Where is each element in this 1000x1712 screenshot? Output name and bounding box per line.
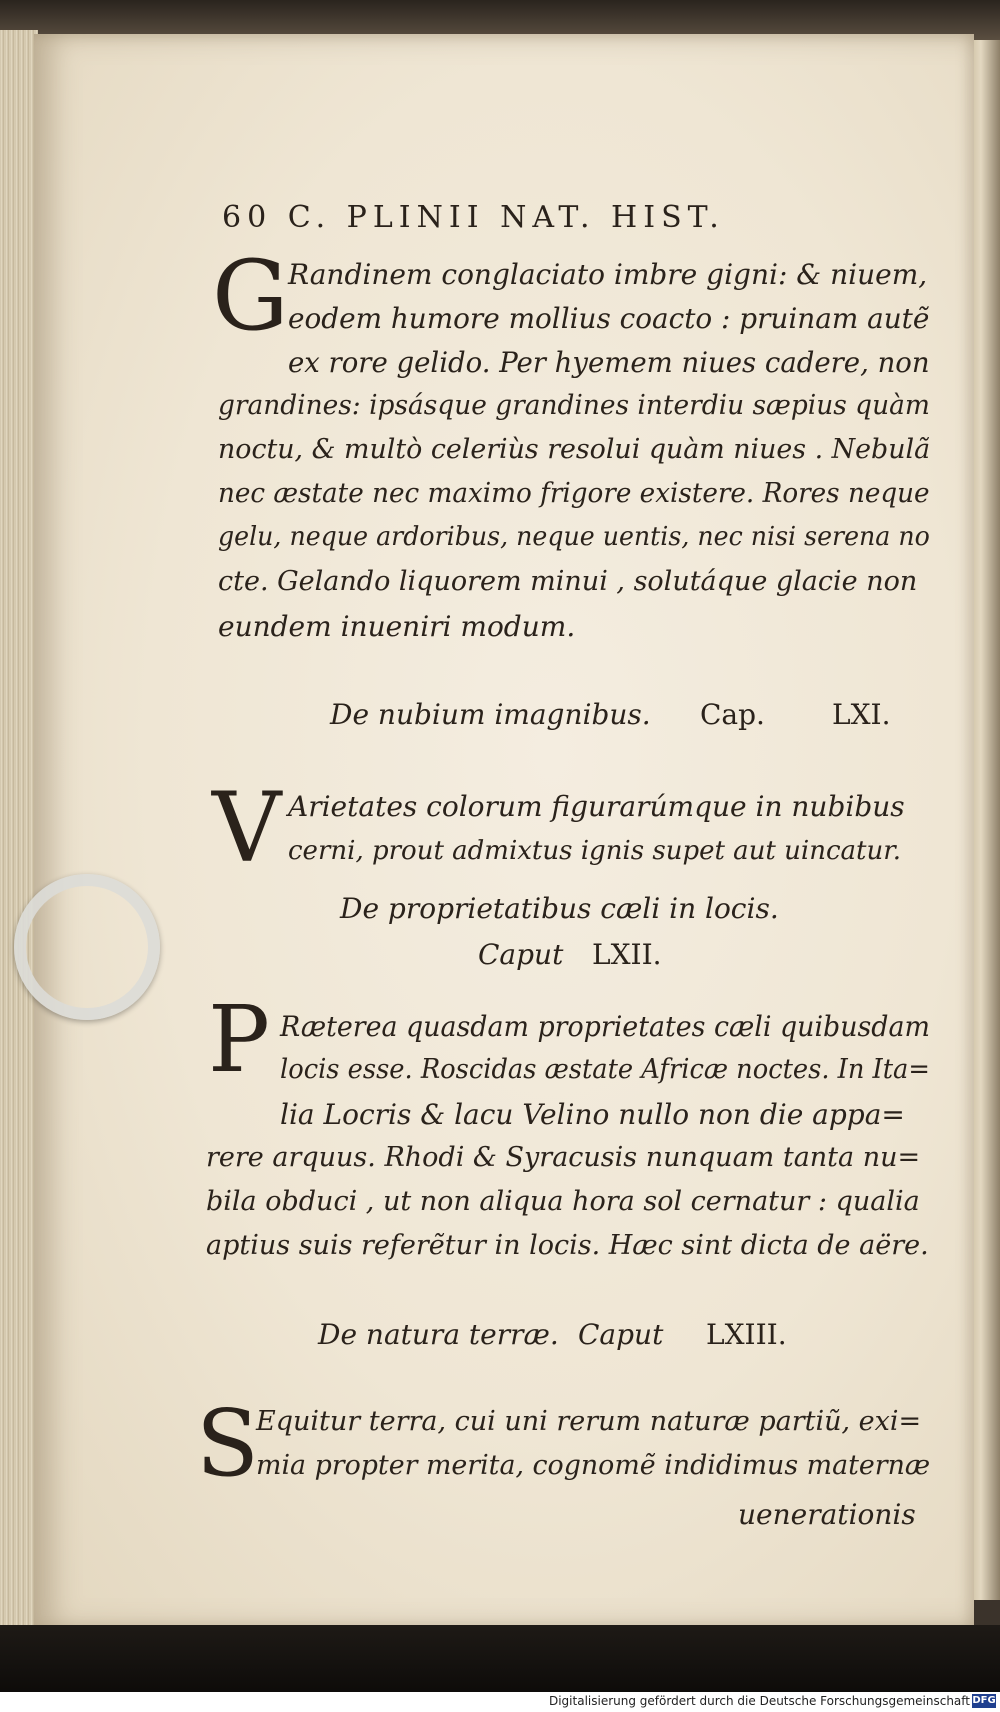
text-line: bila obduci , ut non aliqua hora sol cernatur : qualia — [206, 1186, 920, 1217]
catchword: uenerationis — [738, 1498, 916, 1531]
text-line: rere arquus. Rhodi & Syracusis nunquam tanta nu= — [206, 1142, 921, 1173]
text-line: cte. Gelando liquorem minui , solutáque glacie non — [218, 566, 918, 597]
text-line: Arietates colorum figurarúmque in nubibus — [288, 790, 905, 823]
text-line: locis esse. Roscidas æstate Africæ noctes. In Ita= — [280, 1054, 930, 1085]
dfg-logo: DFG — [972, 1695, 996, 1706]
dropcap-v: V — [212, 772, 282, 884]
running-head: 60 C. PLINII NAT. HIST. — [222, 200, 725, 235]
text-line: aptius suis referẽtur in locis. Hæc sint dicta de aëre. — [206, 1230, 929, 1261]
chapter-heading-number: LXI. — [832, 698, 891, 731]
text-line: gelu, neque ardoribus, neque uentis, nec nisi serena no — [218, 522, 930, 552]
digitization-credit: Digitalisierung gefördert durch die Deutsche Forschungsgemeinschaft — [548, 1694, 970, 1708]
book-page-edges — [0, 30, 38, 1630]
page-clip — [14, 874, 160, 1020]
chapter-heading-number: LXII. — [592, 938, 662, 971]
text-line: nec æstate nec maximo frigore existere. Rores neque — [218, 478, 930, 509]
dropcap-g: G — [212, 240, 289, 352]
chapter-heading-title: De natura terræ. — [318, 1318, 559, 1351]
text-line: eodem humore mollius coacto : pruinam autẽ — [288, 302, 930, 335]
text-line: ex rore gelido. Per hyemem niues cadere, non — [288, 346, 930, 379]
chapter-heading-number: LXIII. — [706, 1318, 787, 1351]
chapter-heading-title: De nubium imagnibus. — [330, 698, 651, 731]
page-bottom-shadow — [0, 1625, 1000, 1695]
text-line: mia propter merita, cognomẽ indidimus maternæ — [256, 1450, 931, 1481]
text-line: Ræterea quasdam proprietates cæli quibusdam — [280, 1010, 930, 1043]
chapter-heading-caput: Caput — [478, 938, 564, 971]
dropcap-s: S — [196, 1390, 260, 1497]
text-line: eundem inueniri modum. — [218, 610, 576, 643]
text-line: grandines: ipsásque grandines interdiu sæpius quàm — [218, 390, 930, 421]
chapter-heading-caput: Caput — [578, 1318, 664, 1351]
text-line: cerni, prout admixtus ignis supet aut uincatur. — [288, 836, 902, 866]
text-line: Randinem conglaciato imbre gigni: & niuem, — [288, 258, 928, 291]
chapter-heading-cap: Cap. — [700, 698, 765, 731]
dropcap-p: P — [208, 986, 270, 1093]
text-line: Equitur terra, cui uni rerum naturæ partiũ, exi= — [256, 1406, 922, 1437]
chapter-heading-title: De proprietatibus cæli in locis. — [340, 892, 779, 925]
text-line: lia Locris & lacu Velino nullo non die appa= — [280, 1098, 905, 1131]
text-line: noctu, & multò celeriùs resolui quàm niues . Nebulã — [218, 434, 931, 465]
